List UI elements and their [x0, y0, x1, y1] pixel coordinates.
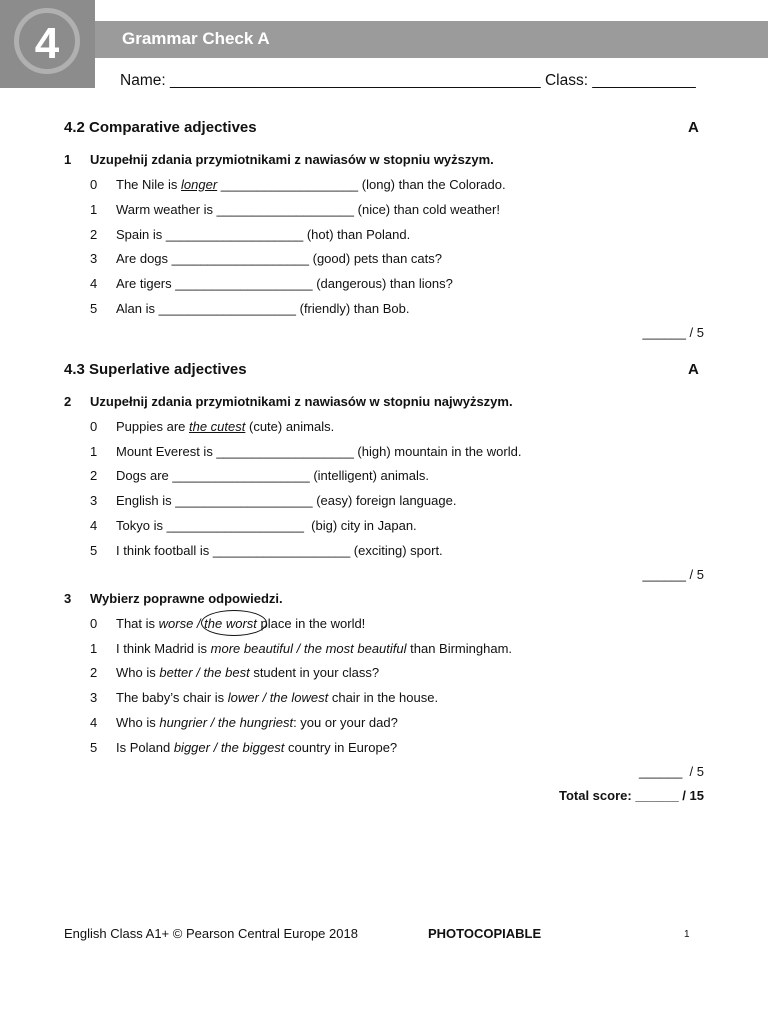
unit-number: 4 [34, 19, 60, 68]
fill-in-item: Alan is ___________________ (friendly) than Bob. [116, 301, 410, 316]
name-class-line [120, 72, 696, 90]
page-title: Grammar Check A [122, 29, 270, 48]
item-number: 2 [90, 665, 98, 680]
example-answer: the cutest [189, 419, 246, 434]
item-number: 1 [90, 444, 98, 459]
task-number: 2 [64, 394, 72, 409]
answer-circle [201, 610, 267, 636]
task-instruction: Uzupełnij zdania przymiotnikami z nawiasów w stopniu najwyższym. [90, 394, 513, 409]
item-number: 5 [90, 543, 98, 558]
fill-in-item: Mount Everest is ___________________ (high) mountain in the world. [116, 444, 522, 459]
section-version-letter: A [688, 361, 699, 378]
task-score: ______ / 5 [638, 764, 704, 779]
item-number: 5 [90, 740, 98, 755]
example-item: Puppies are the cutest (cute) animals. [116, 419, 335, 434]
task-number: 1 [64, 152, 72, 167]
item-number: 3 [90, 493, 98, 508]
name-label: Name: [120, 72, 166, 89]
fill-in-item: Dogs are ___________________ (intelligent) animals. [116, 468, 429, 483]
item-number: 0 [90, 177, 98, 192]
task-score: ______ / 5 [642, 567, 704, 582]
page-number: 1 [684, 929, 690, 940]
section-title: 4.3 Superlative adjectives [64, 361, 247, 378]
name-blank: ___________________________________________ [169, 72, 541, 89]
item-number: 4 [90, 518, 98, 533]
footer-copyright: English Class A1+ © Pearson Central Europe 2018 [64, 926, 358, 941]
item-number: 1 [90, 641, 98, 656]
fill-in-item: Warm weather is ___________________ (nice) than cold weather! [116, 202, 500, 217]
choice-item: I think Madrid is more beautiful / the most beautiful than Birmingham. [116, 641, 513, 656]
item-number: 0 [90, 419, 98, 434]
section-version-letter: A [688, 119, 699, 136]
task-instruction: Wybierz poprawne odpowiedzi. [90, 591, 283, 606]
total-score: Total score: ______ / 15 [558, 788, 704, 803]
choice-item: Who is hungrier / the hungriest: you or your dad? [116, 715, 398, 730]
fill-in-item: I think football is ___________________ (exciting) sport. [116, 543, 443, 558]
task-instruction: Uzupełnij zdania przymiotnikami z nawiasów w stopniu wyższym. [90, 152, 494, 167]
example-choice-item: That is worse / the worst place in the world! [116, 616, 365, 631]
item-number: 3 [90, 251, 98, 266]
item-number: 5 [90, 301, 98, 316]
example-item: The Nile is longer ___________________ (long) than the Colorado. [116, 177, 506, 192]
example-answer: longer [181, 177, 218, 192]
circled-answer: the worst [204, 616, 257, 631]
fill-in-item: Tokyo is ___________________ (big) city in Japan. [116, 518, 417, 533]
item-number: 2 [90, 227, 98, 242]
class-blank: ____________ [592, 72, 696, 89]
item-number: 0 [90, 616, 98, 631]
section-title: 4.2 Comparative adjectives [64, 119, 257, 136]
task-number: 3 [64, 591, 72, 606]
choice-item: Who is better / the best student in your class? [116, 665, 380, 680]
class-label: Class: [544, 72, 589, 89]
choice-item: Is Poland bigger / the biggest country in Europe? [116, 740, 398, 755]
item-number: 1 [90, 202, 98, 217]
task-score: ______ / 5 [642, 325, 704, 340]
choice-item: The baby’s chair is lower / the lowest chair in the house. [116, 690, 439, 705]
fill-in-item: English is ___________________ (easy) foreign language. [116, 493, 457, 508]
item-number: 2 [90, 468, 98, 483]
fill-in-item: Are tigers ___________________ (dangerous) than lions? [116, 276, 453, 291]
fill-in-item: Are dogs ___________________ (good) pets than cats? [116, 251, 442, 266]
fill-in-item: Spain is ___________________ (hot) than Poland. [116, 227, 411, 242]
item-number: 4 [90, 715, 98, 730]
item-number: 3 [90, 690, 98, 705]
footer-photocopiable: PHOTOCOPIABLE [428, 926, 542, 941]
item-number: 4 [90, 276, 98, 291]
